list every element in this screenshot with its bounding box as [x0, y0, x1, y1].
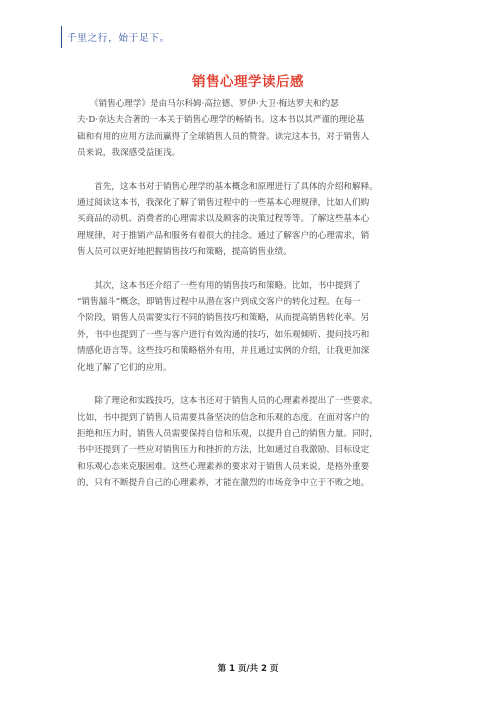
header-motto: 千里之行，始于足下。 — [67, 33, 171, 44]
paragraph-line: 化地了解了它们的应用。 — [77, 362, 172, 373]
paragraph-line: 个阶段，销售人员需要实行不同的销售技巧和策略，从而提高销售转化率。另 — [77, 313, 370, 324]
paragraph-line: 书中还提到了一些应对销售压力和挫折的方法，比如通过自我激励、目标设定 — [77, 445, 370, 456]
paragraph-2 — [77, 179, 429, 261]
paragraph-1 — [77, 96, 429, 162]
paragraph-line: 除了理论和实践技巧，这本书还对于销售人员的心理素养提出了一些要求。 — [77, 396, 378, 407]
paragraph-line: 情感化语言等。这些技巧和策略格外有用，并且通过实例的介绍，让我更加深 — [77, 346, 370, 357]
paragraph-line: “销售漏斗”概念，即销售过程中从潜在客户到成交客户的转化过程。在每一 — [77, 297, 361, 308]
paragraph-line: 础和有用的应用方法而赢得了全球销售人员的赞誉。读完这本书，对于销售人 — [77, 131, 370, 142]
paragraph-line: 理规律，对于推销产品和服务有着很大的挂念。通过了解客户的心理需求，销 — [77, 230, 370, 241]
paragraph-3 — [77, 278, 429, 376]
paragraph-line: 售人员可以更好地把握销售技巧和策略，提高销售业绩。 — [77, 247, 292, 258]
header-divider — [61, 26, 62, 48]
paragraph-line: 外，书中也提到了一些与客户进行有效沟通的技巧，如乐观倾听、提问技巧和 — [77, 329, 370, 340]
document-title: 销售心理学读后感 — [192, 74, 304, 90]
paragraph-line: 比如，书中提到了销售人员需要具备坚决的信念和乐观的态度。在面对客户的 — [77, 412, 370, 423]
paragraph-4 — [77, 393, 429, 491]
page-number: 第 1 页/共 2 页 — [217, 664, 279, 674]
document-body — [77, 96, 429, 509]
paragraph-line: 其次，这本书还介绍了一些有用的销售技巧和策略。比如，书中提到了 — [77, 280, 361, 291]
paragraph-line: 首先，这本书对于销售心理学的基本概念和原理进行了具体的介绍和解释。 — [77, 181, 378, 192]
paragraph-line: 《销售心理学》是由马尔科姆·高拉德、罗伊·大卫·梅达罗夫和约瑟 — [77, 99, 339, 109]
paragraph-line: 的，只有不断提升自己的心理素养，才能在激烈的市场竞争中立于不败之地。 — [77, 478, 370, 489]
paragraph-line: 和乐观心态来克服困难。这些心理素养的要求对于销售人员来说，是格外重要 — [77, 461, 370, 472]
paragraph-line: 买商品的动机、消费者的心理需求以及顾客的决策过程等等。了解这些基本心 — [77, 214, 370, 225]
paragraph-line: 员来说，我深感受益匪浅。 — [77, 148, 181, 159]
paragraph-line: 拒绝和压力时，销售人员需要保持自信和乐观，以提升自己的销售力量。同时， — [77, 428, 378, 439]
paragraph-line: 夫·D·奈达夫合著的一本关于销售心理学的畅销书。这本书以其严谨的理论基 — [77, 115, 365, 126]
paragraph-line: 通过阅读这本书，我深化了解了销售过程中的一些基本心理规律，比如人们购 — [77, 198, 370, 209]
